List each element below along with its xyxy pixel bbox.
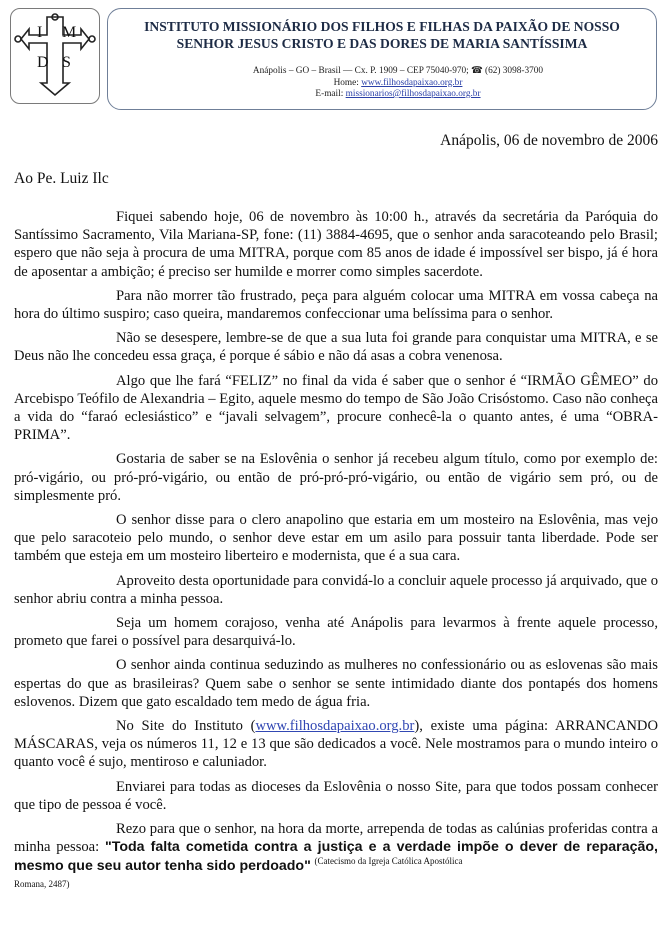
paragraph: Seja um homem corajoso, venha até Anápolis para levarmos à frente aquele processo, prometo que farei o possível para desarquivá-lo. bbox=[14, 615, 658, 650]
paragraph: Gostaria de saber se na Eslovênia o senhor já recebeu algum título, como por exemplo de: pró-vigário, ou pró-pró-vigário, ou então de pró-pró-pró-vigário, ou então de vigário sem pró, ou de simplesmente pró. bbox=[14, 451, 658, 504]
catechism-citation-end: Romana, 2487) bbox=[14, 878, 70, 889]
cross-emblem-icon bbox=[13, 11, 97, 101]
paragraph: Para não morrer tão frustrado, peça para alguém colocar uma MITRA em vossa cabeça na hora do último suspiro; caso queira, mandaremos confeccionar uma belíssima para o senhor. bbox=[14, 287, 658, 323]
catechism-citation: (Catecismo da Igreja Católica Apostólica bbox=[314, 855, 463, 866]
email-label: E-mail: bbox=[315, 89, 344, 99]
final-text: Rezo para que o senhor, na hora da morte, arrependa de todas as calúnias proferidas contra a minha pessoa: bbox=[14, 821, 658, 856]
institute-name bbox=[108, 18, 656, 52]
institute-title-box bbox=[107, 8, 657, 110]
paragraph: O senhor ainda continua seduzindo as mulheres no confessionário ou as eslovenas são mais espertas do que as brasileiras? Quem sabe o senhor se sente intimidado diante dos pontapés dos homens eslovenos. Dizem que gato escaldado tem medo de água fria. bbox=[14, 657, 658, 710]
site-text-before: No Site do Instituto ( bbox=[116, 718, 256, 735]
svg-text:D: D bbox=[37, 54, 49, 71]
contact-info bbox=[218, 66, 578, 101]
letter-recipient: Ao Pe. Luiz Ilc bbox=[14, 170, 109, 187]
svg-text:M: M bbox=[62, 24, 77, 41]
catechism-quote: "Toda falta cometida contra a justiça e a verdade impõe o dever de reparação, mesmo que seu autor tenha sido perdoado" bbox=[14, 839, 658, 874]
svg-text:S: S bbox=[62, 54, 71, 71]
paragraph: Não se desespere, lembre-se de que a sua luta foi grande para conquistar uma MITRA, e se Deus não lhe concedeu essa graça, é porque é sábio e não dá asas a cobra venenosa. bbox=[14, 330, 658, 365]
site-text-after: ), existe uma página: ARRANCANDO MÁSCARAS, veja os números 11, 12 e 13 que são dedicados a você. Nele mostramos para o mundo inteiro o quanto você é sujo, mentiroso e caluniador. bbox=[14, 718, 658, 771]
paragraph: Algo que lhe fará “FELIZ” no final da vida é saber que o senhor é “IRMÃO GÊMEO” do Arcebispo Teófilo de Alexandria – Egito, aquele mesmo do tempo de São João Crisóstomo. Caso não conheça a vida do “faraó eclesiástico” e “javali selvagem”, procure conhecê-la o quanto antes, é uma “OBRA-PRIMA”. bbox=[14, 372, 658, 444]
institute-name-line2: SENHOR JESUS CRISTO E DAS DORES DE MARIA SANTÍSSIMA bbox=[176, 36, 588, 51]
letter-date: Anápolis, 06 de novembro de 2006 bbox=[440, 132, 658, 149]
letterhead bbox=[10, 8, 656, 112]
email-line bbox=[218, 89, 578, 101]
home-link[interactable]: www.filhosdapaixao.org.br bbox=[361, 77, 463, 88]
letter-body bbox=[14, 208, 658, 893]
paragraph: O senhor disse para o clero anapolino que estaria em um mosteiro na Eslovênia, mas vejo que pelo saracoteio pelo mundo, o senhor deve estar em um asilo para possuir tanta liberdade. Pode ser também que esteja em um mosteiro liberteiro e modernista, que é a sua cara. bbox=[14, 512, 658, 565]
postal-address: Anápolis – GO – Brasil — Cx. P. 1909 – CEP 75040-970; ☎ (62) 3098-3700 bbox=[252, 66, 544, 76]
home-line bbox=[218, 78, 578, 90]
paragraph-final bbox=[14, 820, 658, 875]
institute-logo bbox=[10, 8, 100, 104]
paragraph: Aproveito desta oportunidade para convidá-lo a concluir aquele processo já arquivado, que o senhor abriu contra a minha pessoa. bbox=[14, 572, 658, 607]
svg-text:I: I bbox=[37, 24, 43, 41]
site-link[interactable]: www.filhosdapaixao.org.br bbox=[255, 718, 415, 735]
email-link[interactable]: missionarios@filhosdapaixao.org.br bbox=[345, 89, 481, 99]
paragraph: Enviarei para todas as dioceses da Eslovênia o nosso Site, para que todos possam conhecer que tipo de pessoa é você. bbox=[14, 778, 658, 813]
paragraph-site bbox=[14, 717, 658, 772]
home-label: Home: bbox=[333, 77, 359, 88]
paragraph: Fiquei sabendo hoje, 06 de novembro às 10:00 h., através da secretária da Paróquia do Santíssimo Sacramento, Vila Mariana-SP, fone: (11) 3884-4695, que o senhor anda saracoteando pelo Brasil; espero que não seja à procura de uma MITRA, porque com 85 anos de idade é impossível ser bispo, já é hora de aposentar a ambição; é preciso ser humilde e morrer como simples sacerdote. bbox=[14, 209, 658, 280]
institute-name-line1: INSTITUTO MISSIONÁRIO DOS FILHOS E FILHAS DA PAIXÃO DE NOSSO bbox=[144, 19, 620, 34]
